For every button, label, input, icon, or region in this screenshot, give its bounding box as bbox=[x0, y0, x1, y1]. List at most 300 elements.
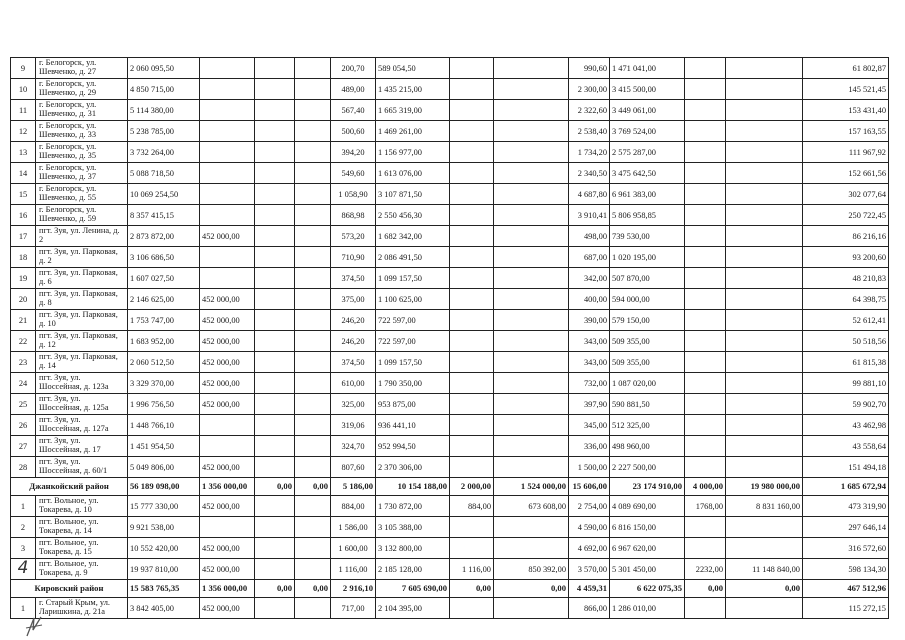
table-row bbox=[11, 247, 889, 268]
cost-col-5-cell bbox=[255, 247, 295, 268]
cost-col-8-cell: 1 099 157,50 bbox=[376, 268, 450, 289]
cost-col-12-cell: 3 769 524,00 bbox=[610, 121, 685, 142]
area-col-11-cell: 343,00 bbox=[569, 352, 610, 373]
total-cost-cell: 5 114 380,00 bbox=[128, 100, 200, 121]
table-row bbox=[11, 394, 889, 415]
cost-col-4-cell bbox=[200, 205, 255, 226]
area-col-9-cell bbox=[450, 142, 494, 163]
area-col-9-cell bbox=[450, 373, 494, 394]
cost-col-5-cell bbox=[255, 373, 295, 394]
area-col-7-cell: 807,60 bbox=[331, 457, 376, 478]
table-row bbox=[11, 142, 889, 163]
total-cost-cell: 3 732 264,00 bbox=[128, 142, 200, 163]
cost-col-14-cell bbox=[726, 163, 803, 184]
table-row bbox=[11, 310, 889, 331]
table-body bbox=[11, 58, 889, 619]
total-c12-cell: 23 174 910,00 bbox=[610, 478, 685, 496]
cost-col-10-cell bbox=[494, 415, 569, 436]
district-total-row bbox=[11, 478, 889, 496]
cost-col-14-cell bbox=[726, 352, 803, 373]
cost-col-14-cell bbox=[726, 517, 803, 538]
table-row bbox=[11, 352, 889, 373]
cost-col-12-cell: 739 530,00 bbox=[610, 226, 685, 247]
total-c9-cell: 0,00 bbox=[450, 580, 494, 598]
cost-col-4-cell bbox=[200, 415, 255, 436]
row-number: 18 bbox=[11, 247, 36, 268]
area-col-9-cell bbox=[450, 247, 494, 268]
area-col-13-cell bbox=[685, 142, 726, 163]
cost-col-14-cell bbox=[726, 184, 803, 205]
table-row bbox=[11, 496, 889, 517]
cost-col-5-cell bbox=[255, 184, 295, 205]
cost-col-6-cell bbox=[295, 121, 331, 142]
area-col-7-cell: 489,00 bbox=[331, 79, 376, 100]
total-cost-cell: 1 753 747,00 bbox=[128, 310, 200, 331]
total-cost-cell: 5 049 806,00 bbox=[128, 457, 200, 478]
table-row bbox=[11, 517, 889, 538]
cost-col-8-cell: 1 665 319,00 bbox=[376, 100, 450, 121]
cost-col-10-cell: 850 392,00 bbox=[494, 559, 569, 580]
cost-col-12-cell: 498 960,00 bbox=[610, 436, 685, 457]
area-col-11-cell: 866,00 bbox=[569, 598, 610, 619]
total-cost-cell: 2 060 095,50 bbox=[128, 58, 200, 79]
area-col-9-cell bbox=[450, 289, 494, 310]
cost-col-15-cell: 152 661,56 bbox=[803, 163, 889, 184]
address-cell: пгт. Зуя, ул. Парковая, д. 2 bbox=[36, 247, 128, 268]
address-cell: г. Белогорск, ул. Шевченко, д. 37 bbox=[36, 163, 128, 184]
cost-col-8-cell: 722 597,00 bbox=[376, 310, 450, 331]
cost-col-15-cell: 43 462,98 bbox=[803, 415, 889, 436]
cost-col-6-cell bbox=[295, 163, 331, 184]
cost-col-4-cell: 452 000,00 bbox=[200, 496, 255, 517]
address-cell: г. Белогорск, ул. Шевченко, д. 33 bbox=[36, 121, 128, 142]
cost-col-6-cell bbox=[295, 100, 331, 121]
address-cell: пгт. Зуя, ул. Парковая, д. 14 bbox=[36, 352, 128, 373]
area-col-11-cell: 343,00 bbox=[569, 331, 610, 352]
address-cell: пгт. Зуя, ул. Шоссейная, д. 17 bbox=[36, 436, 128, 457]
total-cost-cell: 1 448 766,10 bbox=[128, 415, 200, 436]
address-cell: пгт. Зуя, ул. Парковая, д. 12 bbox=[36, 331, 128, 352]
cost-col-12-cell: 590 881,50 bbox=[610, 394, 685, 415]
row-number: 1 bbox=[11, 496, 36, 517]
cost-col-10-cell bbox=[494, 205, 569, 226]
cost-col-5-cell bbox=[255, 457, 295, 478]
cost-col-10-cell bbox=[494, 289, 569, 310]
address-cell: пгт. Вольное, ул. Токарева, д. 10 bbox=[36, 496, 128, 517]
address-cell: пгт. Зуя, ул. Шоссейная, д. 123а bbox=[36, 373, 128, 394]
address-cell: пгт. Зуя, ул. Парковая, д. 8 bbox=[36, 289, 128, 310]
cost-col-15-cell: 473 319,90 bbox=[803, 496, 889, 517]
cost-col-6-cell bbox=[295, 394, 331, 415]
table-row bbox=[11, 598, 889, 619]
cost-col-12-cell: 2 227 500,00 bbox=[610, 457, 685, 478]
row-number: 26 bbox=[11, 415, 36, 436]
area-col-11-cell: 336,00 bbox=[569, 436, 610, 457]
area-col-11-cell: 4 692,00 bbox=[569, 538, 610, 559]
cost-col-14-cell bbox=[726, 205, 803, 226]
cost-col-6-cell bbox=[295, 538, 331, 559]
row-number: 9 bbox=[11, 58, 36, 79]
cost-col-10-cell bbox=[494, 394, 569, 415]
area-col-7-cell: 717,00 bbox=[331, 598, 376, 619]
table-row bbox=[11, 436, 889, 457]
cost-col-4-cell bbox=[200, 58, 255, 79]
cost-col-4-cell bbox=[200, 100, 255, 121]
cost-col-8-cell: 1 613 076,00 bbox=[376, 163, 450, 184]
area-col-13-cell bbox=[685, 394, 726, 415]
area-col-13-cell bbox=[685, 58, 726, 79]
cost-col-10-cell bbox=[494, 268, 569, 289]
cost-col-14-cell bbox=[726, 598, 803, 619]
cost-col-15-cell: 61 802,87 bbox=[803, 58, 889, 79]
cost-col-15-cell: 99 881,10 bbox=[803, 373, 889, 394]
area-col-7-cell: 374,50 bbox=[331, 268, 376, 289]
row-number: 16 bbox=[11, 205, 36, 226]
address-cell: г. Белогорск, ул. Шевченко, д. 55 bbox=[36, 184, 128, 205]
cost-col-4-cell: 452 000,00 bbox=[200, 373, 255, 394]
address-cell: пгт. Зуя, ул. Шоссейная, д. 60/1 bbox=[36, 457, 128, 478]
cost-col-14-cell bbox=[726, 142, 803, 163]
cost-col-14-cell bbox=[726, 226, 803, 247]
cost-col-5-cell bbox=[255, 352, 295, 373]
total-cost-cell: 15 777 330,00 bbox=[128, 496, 200, 517]
area-col-9-cell bbox=[450, 121, 494, 142]
cost-col-6-cell bbox=[295, 331, 331, 352]
area-col-7-cell: 884,00 bbox=[331, 496, 376, 517]
address-cell: г. Старый Крым, ул. Ларишкина, д. 21а bbox=[36, 598, 128, 619]
area-col-13-cell bbox=[685, 331, 726, 352]
cost-col-6-cell bbox=[295, 205, 331, 226]
cost-col-4-cell bbox=[200, 268, 255, 289]
cost-col-4-cell bbox=[200, 184, 255, 205]
area-col-13-cell bbox=[685, 310, 726, 331]
area-col-13-cell bbox=[685, 289, 726, 310]
table-row bbox=[11, 289, 889, 310]
row-number: 12 bbox=[11, 121, 36, 142]
row-number: 14 bbox=[11, 163, 36, 184]
cost-col-4-cell bbox=[200, 121, 255, 142]
area-col-7-cell: 1 600,00 bbox=[331, 538, 376, 559]
area-col-11-cell: 687,00 bbox=[569, 247, 610, 268]
area-col-9-cell bbox=[450, 268, 494, 289]
total-cost-cell: 2 060 512,50 bbox=[128, 352, 200, 373]
area-col-7-cell: 325,00 bbox=[331, 394, 376, 415]
cost-col-14-cell bbox=[726, 415, 803, 436]
cost-col-5-cell bbox=[255, 517, 295, 538]
area-col-9-cell bbox=[450, 538, 494, 559]
cost-col-8-cell: 2 550 456,30 bbox=[376, 205, 450, 226]
cost-col-12-cell: 1 020 195,00 bbox=[610, 247, 685, 268]
cost-col-5-cell bbox=[255, 559, 295, 580]
cost-col-12-cell: 6 816 150,00 bbox=[610, 517, 685, 538]
cost-col-5-cell bbox=[255, 142, 295, 163]
row-number: 28 bbox=[11, 457, 36, 478]
total-cost-cell: 19 937 810,00 bbox=[128, 559, 200, 580]
total-cost-cell: 4 850 715,00 bbox=[128, 79, 200, 100]
area-col-11-cell: 2 322,60 bbox=[569, 100, 610, 121]
cost-col-6-cell bbox=[295, 247, 331, 268]
cost-col-8-cell: 1 469 261,00 bbox=[376, 121, 450, 142]
cost-col-12-cell: 3 475 642,50 bbox=[610, 163, 685, 184]
cost-col-14-cell bbox=[726, 457, 803, 478]
cost-col-6-cell bbox=[295, 436, 331, 457]
cost-col-6-cell bbox=[295, 142, 331, 163]
area-col-13-cell bbox=[685, 184, 726, 205]
area-col-13-cell bbox=[685, 247, 726, 268]
total-cost-cell: 10 552 420,00 bbox=[128, 538, 200, 559]
total-c6-cell: 0,00 bbox=[295, 580, 331, 598]
table-row bbox=[11, 184, 889, 205]
area-col-13-cell bbox=[685, 373, 726, 394]
cost-col-15-cell: 250 722,45 bbox=[803, 205, 889, 226]
cost-col-14-cell bbox=[726, 79, 803, 100]
cost-col-10-cell bbox=[494, 184, 569, 205]
total-c3-cell: 56 189 098,00 bbox=[128, 478, 200, 496]
cost-col-15-cell: 297 646,14 bbox=[803, 517, 889, 538]
area-col-11-cell: 4 687,80 bbox=[569, 184, 610, 205]
area-col-11-cell: 2 340,50 bbox=[569, 163, 610, 184]
cost-col-4-cell: 452 000,00 bbox=[200, 598, 255, 619]
area-col-13-cell bbox=[685, 205, 726, 226]
cost-col-12-cell: 6 967 620,00 bbox=[610, 538, 685, 559]
cost-col-10-cell bbox=[494, 457, 569, 478]
area-col-13-cell bbox=[685, 415, 726, 436]
total-c14-cell: 19 980 000,00 bbox=[726, 478, 803, 496]
total-cost-cell: 2 146 625,00 bbox=[128, 289, 200, 310]
total-c6-cell: 0,00 bbox=[295, 478, 331, 496]
cost-col-6-cell bbox=[295, 373, 331, 394]
cost-col-6-cell bbox=[295, 184, 331, 205]
area-col-11-cell: 498,00 bbox=[569, 226, 610, 247]
cost-col-5-cell bbox=[255, 100, 295, 121]
area-col-9-cell: 1 116,00 bbox=[450, 559, 494, 580]
cost-col-15-cell: 153 431,40 bbox=[803, 100, 889, 121]
cost-col-5-cell bbox=[255, 415, 295, 436]
address-cell: г. Белогорск, ул. Шевченко, д. 35 bbox=[36, 142, 128, 163]
area-col-11-cell: 390,00 bbox=[569, 310, 610, 331]
cost-col-15-cell: 86 216,16 bbox=[803, 226, 889, 247]
cost-col-15-cell: 50 518,56 bbox=[803, 331, 889, 352]
area-col-13-cell: 2232,00 bbox=[685, 559, 726, 580]
cost-col-5-cell bbox=[255, 289, 295, 310]
cost-col-5-cell bbox=[255, 394, 295, 415]
area-col-13-cell bbox=[685, 79, 726, 100]
cost-col-5-cell bbox=[255, 79, 295, 100]
area-col-11-cell: 2 300,00 bbox=[569, 79, 610, 100]
cost-col-5-cell bbox=[255, 268, 295, 289]
total-cost-cell: 1 451 954,50 bbox=[128, 436, 200, 457]
total-c11-cell: 15 606,00 bbox=[569, 478, 610, 496]
total-c10-cell: 1 524 000,00 bbox=[494, 478, 569, 496]
cost-col-12-cell: 1 471 041,00 bbox=[610, 58, 685, 79]
total-c10-cell: 0,00 bbox=[494, 580, 569, 598]
row-number: 15 bbox=[11, 184, 36, 205]
cost-col-10-cell bbox=[494, 58, 569, 79]
area-col-9-cell bbox=[450, 310, 494, 331]
cost-col-14-cell bbox=[726, 100, 803, 121]
cost-col-4-cell bbox=[200, 517, 255, 538]
area-col-9-cell bbox=[450, 517, 494, 538]
district-name: Джанкойский район bbox=[11, 478, 128, 496]
area-col-7-cell: 610,00 bbox=[331, 373, 376, 394]
cost-col-15-cell: 302 077,64 bbox=[803, 184, 889, 205]
cost-col-6-cell bbox=[295, 226, 331, 247]
total-c14-cell: 0,00 bbox=[726, 580, 803, 598]
total-c13-cell: 0,00 bbox=[685, 580, 726, 598]
cost-col-15-cell: 151 494,18 bbox=[803, 457, 889, 478]
total-cost-cell: 5 238 785,00 bbox=[128, 121, 200, 142]
cost-col-10-cell bbox=[494, 121, 569, 142]
table-row bbox=[11, 121, 889, 142]
cost-col-4-cell bbox=[200, 142, 255, 163]
cost-col-6-cell bbox=[295, 517, 331, 538]
cost-col-14-cell: 11 148 840,00 bbox=[726, 559, 803, 580]
total-cost-cell: 3 106 686,50 bbox=[128, 247, 200, 268]
cost-col-5-cell bbox=[255, 121, 295, 142]
address-cell: пгт. Зуя, ул. Шоссейная, д. 127а bbox=[36, 415, 128, 436]
total-cost-cell: 8 357 415,15 bbox=[128, 205, 200, 226]
cost-col-8-cell: 3 105 388,00 bbox=[376, 517, 450, 538]
cost-col-10-cell: 673 608,00 bbox=[494, 496, 569, 517]
total-cost-cell: 5 088 718,50 bbox=[128, 163, 200, 184]
area-col-11-cell: 3 570,00 bbox=[569, 559, 610, 580]
area-col-7-cell: 1 586,00 bbox=[331, 517, 376, 538]
area-col-9-cell bbox=[450, 79, 494, 100]
cost-col-4-cell bbox=[200, 163, 255, 184]
cost-col-15-cell: 157 163,55 bbox=[803, 121, 889, 142]
area-col-9-cell bbox=[450, 226, 494, 247]
cost-col-10-cell bbox=[494, 373, 569, 394]
cost-col-12-cell: 509 355,00 bbox=[610, 352, 685, 373]
area-col-13-cell bbox=[685, 538, 726, 559]
cost-col-8-cell: 2 185 128,00 bbox=[376, 559, 450, 580]
cost-col-12-cell: 5 301 450,00 bbox=[610, 559, 685, 580]
cost-col-6-cell bbox=[295, 268, 331, 289]
cost-col-8-cell: 1 435 215,00 bbox=[376, 79, 450, 100]
row-number: 19 bbox=[11, 268, 36, 289]
table-row bbox=[11, 58, 889, 79]
area-col-11-cell: 342,00 bbox=[569, 268, 610, 289]
cost-col-12-cell: 6 961 383,00 bbox=[610, 184, 685, 205]
cost-col-10-cell bbox=[494, 79, 569, 100]
cost-col-5-cell bbox=[255, 58, 295, 79]
capital-repair-table bbox=[10, 57, 889, 619]
cost-col-15-cell: 111 967,92 bbox=[803, 142, 889, 163]
area-col-9-cell bbox=[450, 184, 494, 205]
cost-col-15-cell: 598 134,30 bbox=[803, 559, 889, 580]
cost-col-14-cell bbox=[726, 58, 803, 79]
table-row bbox=[11, 457, 889, 478]
cost-col-8-cell: 1 682 342,00 bbox=[376, 226, 450, 247]
cost-col-12-cell: 5 806 958,85 bbox=[610, 205, 685, 226]
cost-col-4-cell: 452 000,00 bbox=[200, 226, 255, 247]
row-number: 22 bbox=[11, 331, 36, 352]
area-col-9-cell bbox=[450, 436, 494, 457]
cost-col-10-cell bbox=[494, 142, 569, 163]
row-number: 10 bbox=[11, 79, 36, 100]
area-col-13-cell bbox=[685, 226, 726, 247]
cost-col-4-cell bbox=[200, 436, 255, 457]
cost-col-6-cell bbox=[295, 289, 331, 310]
cost-col-12-cell: 507 870,00 bbox=[610, 268, 685, 289]
area-col-13-cell bbox=[685, 268, 726, 289]
cost-col-15-cell: 64 398,75 bbox=[803, 289, 889, 310]
table-row bbox=[11, 100, 889, 121]
cost-col-12-cell: 512 325,00 bbox=[610, 415, 685, 436]
total-c13-cell: 4 000,00 bbox=[685, 478, 726, 496]
cost-col-15-cell: 59 902,70 bbox=[803, 394, 889, 415]
address-cell: пгт. Зуя, ул. Шоссейная, д. 125а bbox=[36, 394, 128, 415]
row-number: 2 bbox=[11, 517, 36, 538]
cost-col-6-cell bbox=[295, 352, 331, 373]
cost-col-15-cell: 61 815,38 bbox=[803, 352, 889, 373]
cost-col-4-cell: 452 000,00 bbox=[200, 289, 255, 310]
cost-col-8-cell: 2 104 395,00 bbox=[376, 598, 450, 619]
cost-col-8-cell: 3 107 871,50 bbox=[376, 184, 450, 205]
total-cost-cell: 10 069 254,50 bbox=[128, 184, 200, 205]
area-col-11-cell: 732,00 bbox=[569, 373, 610, 394]
table-row bbox=[11, 163, 889, 184]
cost-col-15-cell: 52 612,41 bbox=[803, 310, 889, 331]
cost-col-15-cell: 48 210,83 bbox=[803, 268, 889, 289]
total-cost-cell: 1 996 756,50 bbox=[128, 394, 200, 415]
total-c5-cell: 0,00 bbox=[255, 580, 295, 598]
cost-col-5-cell bbox=[255, 226, 295, 247]
cost-col-6-cell bbox=[295, 598, 331, 619]
total-c4-cell: 1 356 000,00 bbox=[200, 478, 255, 496]
cost-col-5-cell bbox=[255, 598, 295, 619]
row-number: 27 bbox=[11, 436, 36, 457]
area-col-7-cell: 1 116,00 bbox=[331, 559, 376, 580]
cost-col-12-cell: 2 575 287,00 bbox=[610, 142, 685, 163]
cost-col-4-cell bbox=[200, 247, 255, 268]
cost-col-4-cell: 452 000,00 bbox=[200, 310, 255, 331]
cost-col-6-cell bbox=[295, 457, 331, 478]
total-cost-cell: 3 329 370,00 bbox=[128, 373, 200, 394]
cost-col-12-cell: 594 000,00 bbox=[610, 289, 685, 310]
address-cell: пгт. Вольное, ул. Токарева, д. 14 bbox=[36, 517, 128, 538]
cost-col-4-cell: 452 000,00 bbox=[200, 559, 255, 580]
table-row bbox=[11, 79, 889, 100]
row-number: 17 bbox=[11, 226, 36, 247]
area-col-13-cell bbox=[685, 436, 726, 457]
row-number: 25 bbox=[11, 394, 36, 415]
area-col-9-cell bbox=[450, 163, 494, 184]
cost-col-14-cell bbox=[726, 121, 803, 142]
area-col-9-cell bbox=[450, 598, 494, 619]
cost-col-15-cell: 43 558,64 bbox=[803, 436, 889, 457]
cost-col-10-cell bbox=[494, 352, 569, 373]
cost-col-8-cell: 1 156 977,00 bbox=[376, 142, 450, 163]
table-row bbox=[11, 538, 889, 559]
cost-col-6-cell bbox=[295, 310, 331, 331]
cost-col-5-cell bbox=[255, 436, 295, 457]
cost-col-12-cell: 509 355,00 bbox=[610, 331, 685, 352]
cost-col-5-cell bbox=[255, 331, 295, 352]
row-number: 13 bbox=[11, 142, 36, 163]
table-row bbox=[11, 268, 889, 289]
area-col-9-cell bbox=[450, 331, 494, 352]
row-number: 20 bbox=[11, 289, 36, 310]
area-col-11-cell: 3 910,41 bbox=[569, 205, 610, 226]
cost-col-6-cell bbox=[295, 79, 331, 100]
cost-col-15-cell: 316 572,60 bbox=[803, 538, 889, 559]
area-col-11-cell: 2 538,40 bbox=[569, 121, 610, 142]
total-c5-cell: 0,00 bbox=[255, 478, 295, 496]
cost-col-8-cell: 1 730 872,00 bbox=[376, 496, 450, 517]
cost-col-15-cell: 93 200,60 bbox=[803, 247, 889, 268]
table-row bbox=[11, 205, 889, 226]
